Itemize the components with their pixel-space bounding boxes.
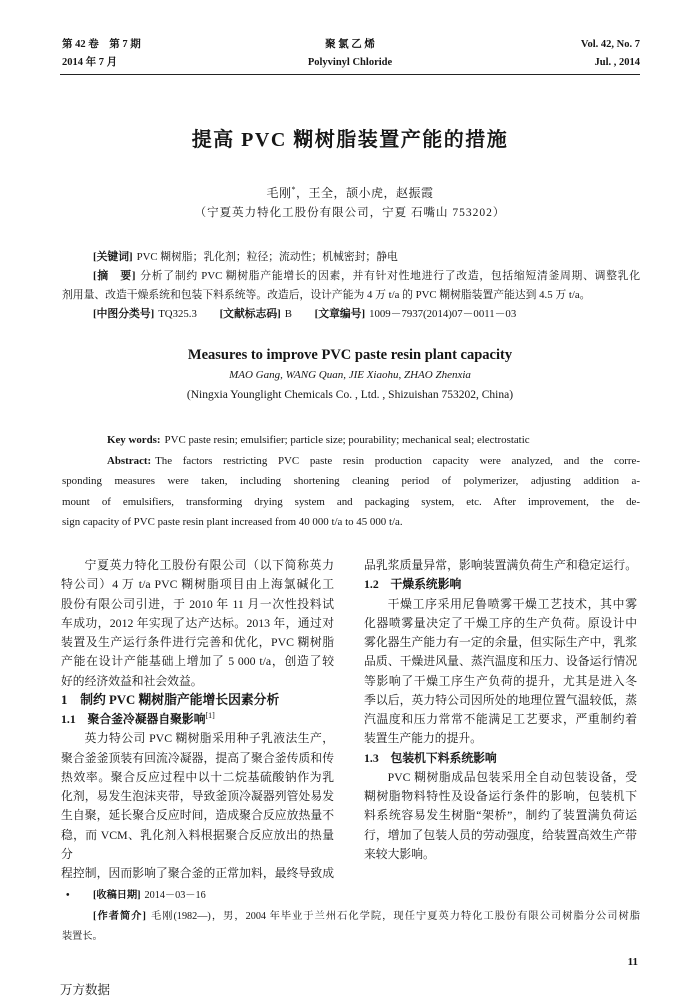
abstract-en-line: sign capacity of PVC paste resin plant increased from 40 000 t/a to 45 000 t/a. [62, 516, 403, 528]
section-heading: 1 制约 PVC 糊树脂产能增长因素分析 [61, 692, 280, 707]
date-en: Jul. , 2014 [594, 57, 640, 68]
document-code [220, 308, 292, 320]
abstract-label: [摘 要] [93, 270, 136, 282]
authors-cn [60, 185, 640, 201]
received-value: 2014－03－16 [144, 890, 206, 901]
article-id-label: [文章编号] [314, 308, 366, 320]
author-bio-text: 毛刚(1982—)，男，2004 年毕业于兰州石化学院，现任宁夏英力特化工股份有限公司树脂分公司树脂 [149, 910, 640, 922]
authors-en: MAO Gang, WANG Quan, JIE Xiaohu, ZHAO Zhenxia [229, 369, 471, 381]
header-rule [60, 74, 640, 75]
body-line: PVC 糊树脂成品包装采用全自动包装设备，受 [387, 769, 637, 784]
subsection-heading: 1.3 包装机下料系统影响 [364, 750, 497, 765]
body-line: 干燥工序采用尼鲁喷雾干燥工艺技术，其中雾 [387, 596, 637, 611]
header-left [62, 36, 141, 72]
subsection-heading: 1.2 干燥系统影响 [364, 577, 462, 592]
received-label: [收稿日期] [93, 890, 141, 901]
first-author: 毛刚 [266, 186, 292, 200]
keywords-en [62, 430, 640, 451]
affiliation-en: (Ningxia Younglight Chemicals Co. , Ltd. , Shizuishan 753202, China) [186, 389, 514, 401]
body-line: 生自聚，延长聚合反应时间，造成聚合反应放热量不 [61, 808, 334, 823]
journal-name-en: Polyvinyl Chloride [307, 57, 393, 68]
body-line: 品乳浆质量异常，影响装置满负荷生产和稳定运行。 [364, 558, 637, 572]
page-number: 11 [627, 956, 638, 968]
header-center [250, 36, 450, 72]
body-line: 装置生产能力的提升。 [364, 731, 482, 746]
body-column-right [364, 556, 637, 864]
abstract-block-cn [62, 248, 640, 324]
volume-issue-cn: 第 42 卷 第 7 期 [62, 39, 141, 50]
keywords-en-label: Key words: [107, 434, 161, 446]
author-bio-line: 装置长。 [62, 931, 103, 942]
body-line: 化器喷雾量决定了干燥工序的生产负荷。原设计中 [364, 615, 637, 630]
doc-code-value: B [284, 308, 292, 320]
body-line: 产能在设计产能基础上增加了 5 000 t/a，创造了较 [61, 654, 334, 669]
header-right [581, 36, 640, 72]
author-bio-label: [作者简介] [93, 910, 146, 922]
bullet-icon: • [66, 890, 70, 901]
date-cn: 2014 年 7 月 [62, 57, 118, 68]
affiliation-cn: （宁夏英力特化工股份有限公司，宁夏 石嘴山 753202） [194, 207, 506, 219]
body-line: 好的经济效益和社会效益。 [61, 673, 203, 688]
body-line: 来较大影响。 [364, 846, 435, 861]
body-line: 化剂，易发生泡沫夹带，导致釜顶冷凝器列管处易发 [61, 789, 334, 804]
body-line: 汽温度和压力常常不能满足工艺要求，严重制约着 [364, 712, 637, 727]
received-date [62, 886, 640, 907]
body-line: 股份有限公司引进，于 2010 年 11 月一次性投料试 [61, 596, 334, 611]
author-bio-line [62, 907, 640, 928]
abstract-cn-line [62, 267, 640, 286]
keywords-text: PVC 糊树脂；乳化剂；粒径；流动性；机械密封；静电 [136, 251, 398, 263]
body-line: 等影响了干燥工序生产负荷的提升，尤其是进入冬 [364, 673, 637, 688]
body-line: 料系统容易发生树脂“架桥”，制约了装置满负荷运 [364, 808, 637, 823]
body-line: 糊树脂物料特性及设备运行条件的影响，包装机下 [364, 789, 637, 804]
body-line: 季以后，英力特公司因所处的地理位置气温较低，蒸 [364, 692, 637, 707]
abstract-en-line [62, 451, 640, 472]
body-line: 程控制，因而影响了聚合釜的正常加料，最终导致成 [61, 866, 334, 881]
volume-issue-en: Vol. 42, No. 7 [580, 39, 640, 50]
classification-line [62, 305, 640, 324]
body-line: 装置及生产运行条件进行完善和优化，PVC 糊树脂 [61, 635, 334, 650]
body-line: 英力特公司 PVC 糊树脂采用种子乳液法生产， [84, 731, 334, 746]
abstract-en-line: mount of emulsifiers, transforming drying system and packaging system, etc. After improvement, the de- [62, 495, 640, 508]
clc-label: [中图分类号] [93, 308, 155, 320]
subsection-heading-text: 1.1 聚合釜冷凝器自聚影响 [61, 712, 206, 727]
body-line: 稳，而 VCM、乳化剂入料根据聚合反应放出的热量分 [61, 827, 334, 861]
article-title-en: Measures to improve PVC paste resin plant capacity [187, 347, 513, 363]
body-line: 车成功，2012 年实现了达产达标。2013 年，通过对 [61, 615, 334, 630]
article-title-cn: 提高 PVC 糊树脂装置产能的措施 [191, 129, 509, 151]
body-line: 雾化器生产能力有一定的余量，但实际生产中，乳浆 [364, 635, 637, 650]
abstract-cn-line: 剂用量、改造干燥系统和包装下料系统等。改造后，设计产能为 4 万 t/a 的 PVC 糊树脂装置产能达到 4.5 万 t/a。 [62, 289, 591, 301]
journal-name-cn: 聚 氯 乙 烯 [325, 39, 375, 50]
body-line: 特公司）4 万 t/a PVC 糊树脂项目由上海氯碱化工 [61, 577, 334, 592]
keywords-cn [62, 248, 640, 267]
keywords-en-text: PVC paste resin; emulsifier; particle size; pourability; mechanical seal; electrostatic [164, 434, 530, 446]
article-id-value: 1009－7937(2014)07－0011－03 [369, 308, 517, 320]
abstract-text: 分析了制约 PVC 糊树脂产能增长的因素，并有针对性地进行了改造，包括缩短清釜周期、调整乳化 [139, 270, 640, 282]
corresponding-mark: * [291, 185, 296, 194]
body-line: 聚合釜釜顶装有回流冷凝器，提高了聚合釜传质和传 [61, 750, 334, 765]
abstract-en-label: Abstract: [107, 454, 152, 467]
body-line: 热效率。聚合反应过程中以十二烷基硫酸钠作为乳 [61, 769, 334, 784]
database-watermark: 万方数据 [60, 983, 111, 997]
reference-mark: [1] [205, 711, 215, 721]
body-line: 行，增加了包装人员的劳动强度，给装置高效生产带 [364, 827, 637, 842]
abstract-en-line: sponding measures were taken, including shortening cleaning period of polymerizer, adjusting addition a- [62, 475, 640, 487]
body-column-left [61, 556, 334, 884]
body-line: 宁夏英力特化工股份有限公司（以下简称英力 [84, 558, 334, 572]
article-id [315, 308, 517, 320]
doc-code-label: [文献标志码] [219, 308, 281, 320]
abstract-block-en [62, 430, 640, 533]
subsection-heading [61, 710, 334, 729]
abstract-en-text: The factors restricting PVC paste resin production capacity were analyzed, and the corre- [155, 454, 640, 467]
footnotes [62, 886, 640, 948]
body-line: 品质、干燥进风量、蒸汽温度和压力、设备运行情况 [364, 654, 637, 669]
clc-number [93, 308, 197, 320]
clc-value: TQ325.3 [158, 308, 197, 320]
keywords-label: [关键词] [93, 251, 133, 263]
other-authors: ，王全，颉小虎，赵振霞 [296, 186, 434, 200]
